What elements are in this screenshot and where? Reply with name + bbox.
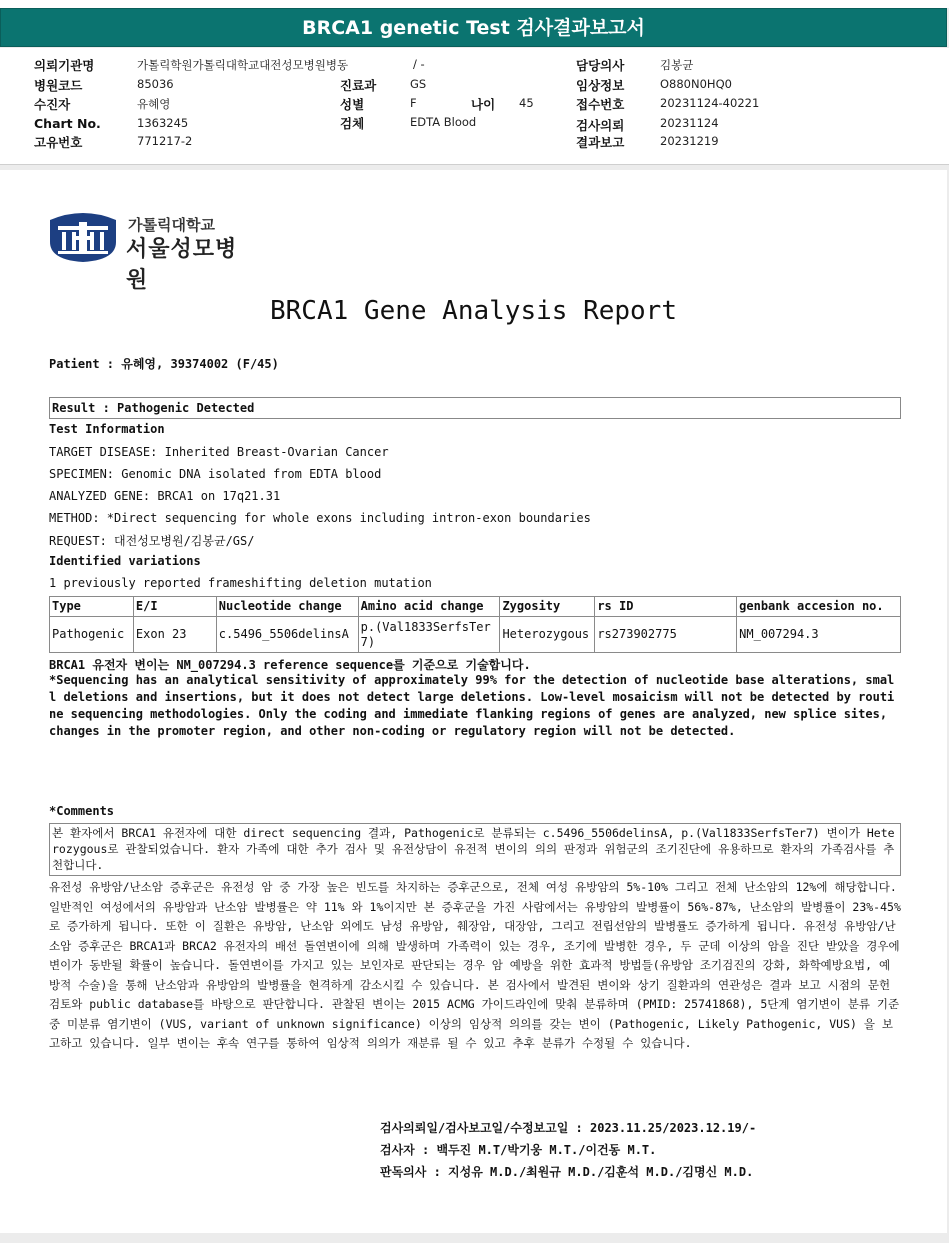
specimen-value: EDTA Blood	[410, 115, 477, 129]
col-rsid: rs ID	[595, 597, 737, 617]
table-header-row	[50, 597, 901, 617]
hospital-code-label: 병원코드	[34, 78, 83, 93]
comments-heading: *Comments	[49, 804, 115, 818]
ward-value: / -	[413, 57, 425, 71]
request-value: 20231124	[660, 116, 719, 130]
cell-amino-acid: p.(Val1833SerfsTer7)	[358, 617, 500, 653]
col-genbank: genbank accesion no.	[737, 597, 901, 617]
chart-label: Chart No.	[34, 116, 101, 131]
age-label: 나이	[471, 97, 496, 112]
receipt-value: 20231124-40221	[660, 96, 760, 110]
identified-desc: 1 previously reported frameshifting deletion mutation	[49, 576, 432, 590]
unique-value: 771217-2	[137, 134, 193, 148]
patient-label: 수진자	[34, 97, 71, 112]
analyzed-gene: ANALYZED GENE: BRCA1 on 17q21.31	[49, 489, 281, 503]
comment-body: 유전성 유방암/난소암 증후군은 유전성 암 중 가장 높은 빈도를 차지하는 증후군으로, 전체 여성 유방암의 5%-10% 그리고 전체 난소암의 12%에 해당합니다. 일반적인 여성에서의 유방암과 난소암 발병률은 약 11% 와 1%이지만 본 증후군을 가진 사람에서는 유방암의 발병률이 56%-87%, 난소암의 발병률이 23%-45%로 증가하게 됩니다. 또한 이 질환은 유방암, 난소암 외에도 남성 유방암, 췌장암, 대장암, 그리고 전립선암의 발병률도 증가하게 됩니다. 유전성 유방암/난소암 증후군은 BRCA1과 BRCA2 유전자의 배선 돌연변이에 의해 발생하며 가족력이 있는 경우, 조기에 발병한 경우, 두 군데 이상의 암을 진단 받았을 경우에 변이가 동반될 확률이 높습니다. 돌연변이를 가지고 있는 보인자로 판단되는 경우 암 예방을 위한 효과적 방법들(유방암 조기검진의 강화, 화학예방요법, 예방적 수술)을 통해 난소암과 유방암의 발병률을 현격하게 감소시킬 수 있습니다. 본 검사에서 발견된 변이와 상기 질환과의 연관성은 결과 보고 시점의 문헌 검토와 public database를 바탕으로 판단합니다. 관찰된 변이는 2015 ACMG 가이드라인에 맞춰 분류하며 (PMID: 25741868), 5단계 염기변이 분류 기준 중 미분류 염기변이 (VUS, variant of unknown significance) 이상의 임상적 의의를 갖는 변이 (Pathogenic, Likely Pathogenic, VUS) 을 보고하고 있습니다. 일부 변이는 후속 연구를 통하여 임상적 의의가 재분류 될 수 있고 추후 분류가 수정될 수 있습니다.	[49, 880, 901, 1050]
cell-genbank: NM_007294.3	[737, 617, 901, 653]
col-ei: E/I	[133, 597, 216, 617]
catholic-university-emblem-icon	[48, 212, 118, 262]
cell-type: Pathogenic	[50, 617, 134, 653]
window-title: BRCA1 genetic Test 검사결과보고서	[0, 8, 947, 47]
col-nucleotide: Nucleotide change	[216, 597, 358, 617]
report-date-value: 20231219	[660, 134, 719, 148]
sex-value: F	[410, 96, 417, 110]
specimen-label: 검체	[340, 116, 365, 131]
request-line: REQUEST: 대전성모병원/김봉균/GS/	[49, 534, 255, 548]
institution-value: 가톨릭학원가톨릭대학교대전성모병원병동	[137, 58, 349, 72]
chart-value: 1363245	[137, 116, 189, 130]
identified-heading: Identified variations	[49, 554, 201, 568]
doctor-value: 김봉균	[660, 58, 694, 72]
report-page	[0, 170, 947, 1233]
cell-rsid: rs273902775	[595, 617, 737, 653]
cell-nucleotide: c.5496_5506delinsA	[216, 617, 358, 653]
sequencing-note: *Sequencing has an analytical sensitivity of approximately 99% for the detection of nucleotide base alterations, small deletions and insertions, but it does not detect large deletions. Low-level mosaicism will not be detected by routine sequencing methodologies. Only the coding and immediate flanking regions of genes are analyzed, new splice sites, changes in the promoter region, and other non-coding or regulatory region will not be detected.	[49, 673, 895, 738]
unique-label: 고유번호	[34, 135, 83, 150]
patient-line: Patient : 유혜영, 39374002 (F/45)	[49, 357, 279, 371]
signature-dates: 검사의뢰일/검사보고일/수정보고일 : 2023.11.25/2023.12.19/-	[380, 1121, 757, 1135]
cell-ei: Exon 23	[133, 617, 216, 653]
logo-hospital-name: 서울성모병원	[126, 237, 238, 293]
method-line: METHOD: *Direct sequencing for whole exons including intron-exon boundaries	[49, 511, 591, 525]
report-header	[0, 48, 949, 165]
doctor-label: 담당의사	[576, 58, 625, 73]
age-value: 45	[519, 96, 534, 110]
dept-value: GS	[410, 77, 427, 91]
signature-testers: 검사자 : 백두진 M.T/박기웅 M.T./이건동 M.T.	[380, 1143, 657, 1157]
col-zygosity: Zygosity	[500, 597, 595, 617]
top-margin	[0, 0, 949, 8]
receipt-label: 접수번호	[576, 97, 625, 112]
table-row	[50, 617, 901, 653]
signature-doctors: 판독의사 : 지성유 M.D./최원규 M.D./김훈석 M.D./김명신 M.D.	[380, 1165, 754, 1179]
result-box: Result : Pathogenic Detected	[49, 397, 901, 419]
variant-table	[49, 596, 901, 653]
report-title: BRCA1 Gene Analysis Report	[270, 296, 677, 326]
logo-university-name: 가톨릭대학교	[128, 216, 215, 234]
target-disease: TARGET DISEASE: Inherited Breast-Ovarian Cancer	[49, 445, 389, 459]
patient-value: 유혜영	[137, 97, 171, 111]
clinical-value: O880N0HQ0	[660, 77, 732, 91]
comment-box: 본 환자에서 BRCA1 유전자에 대한 direct sequencing 결과, Pathogenic로 분류되는 c.5496_5506delinsA, p.(Val1833SerfsTer7) 변이가 Heterozygous로 관찰되었습니다. 환자 가족에 대한 추가 검사 및 유전상담이 유전적 변이의 의의 판정과 위험군의 조기진단에 유용하므로 환자의 가족검사를 추천합니다.	[49, 823, 901, 876]
clinical-label: 임상정보	[576, 78, 625, 93]
dept-label: 진료과	[340, 78, 377, 93]
report-date-label: 결과보고	[576, 135, 625, 150]
hospital-logo	[48, 212, 258, 293]
col-type: Type	[50, 597, 134, 617]
test-info-heading: Test Information	[49, 422, 165, 436]
hospital-code-value: 85036	[137, 77, 174, 91]
specimen-line: SPECIMEN: Genomic DNA isolated from EDTA blood	[49, 467, 382, 481]
cell-zygosity: Heterozygous	[500, 617, 595, 653]
request-label: 검사의뢰	[576, 118, 625, 133]
sex-label: 성별	[340, 97, 365, 112]
col-amino-acid: Amino acid change	[358, 597, 500, 617]
institution-label: 의뢰기관명	[34, 58, 95, 73]
reference-note: BRCA1 유전자 변이는 NM_007294.3 reference sequence를 기준으로 기술합니다.	[49, 658, 531, 672]
